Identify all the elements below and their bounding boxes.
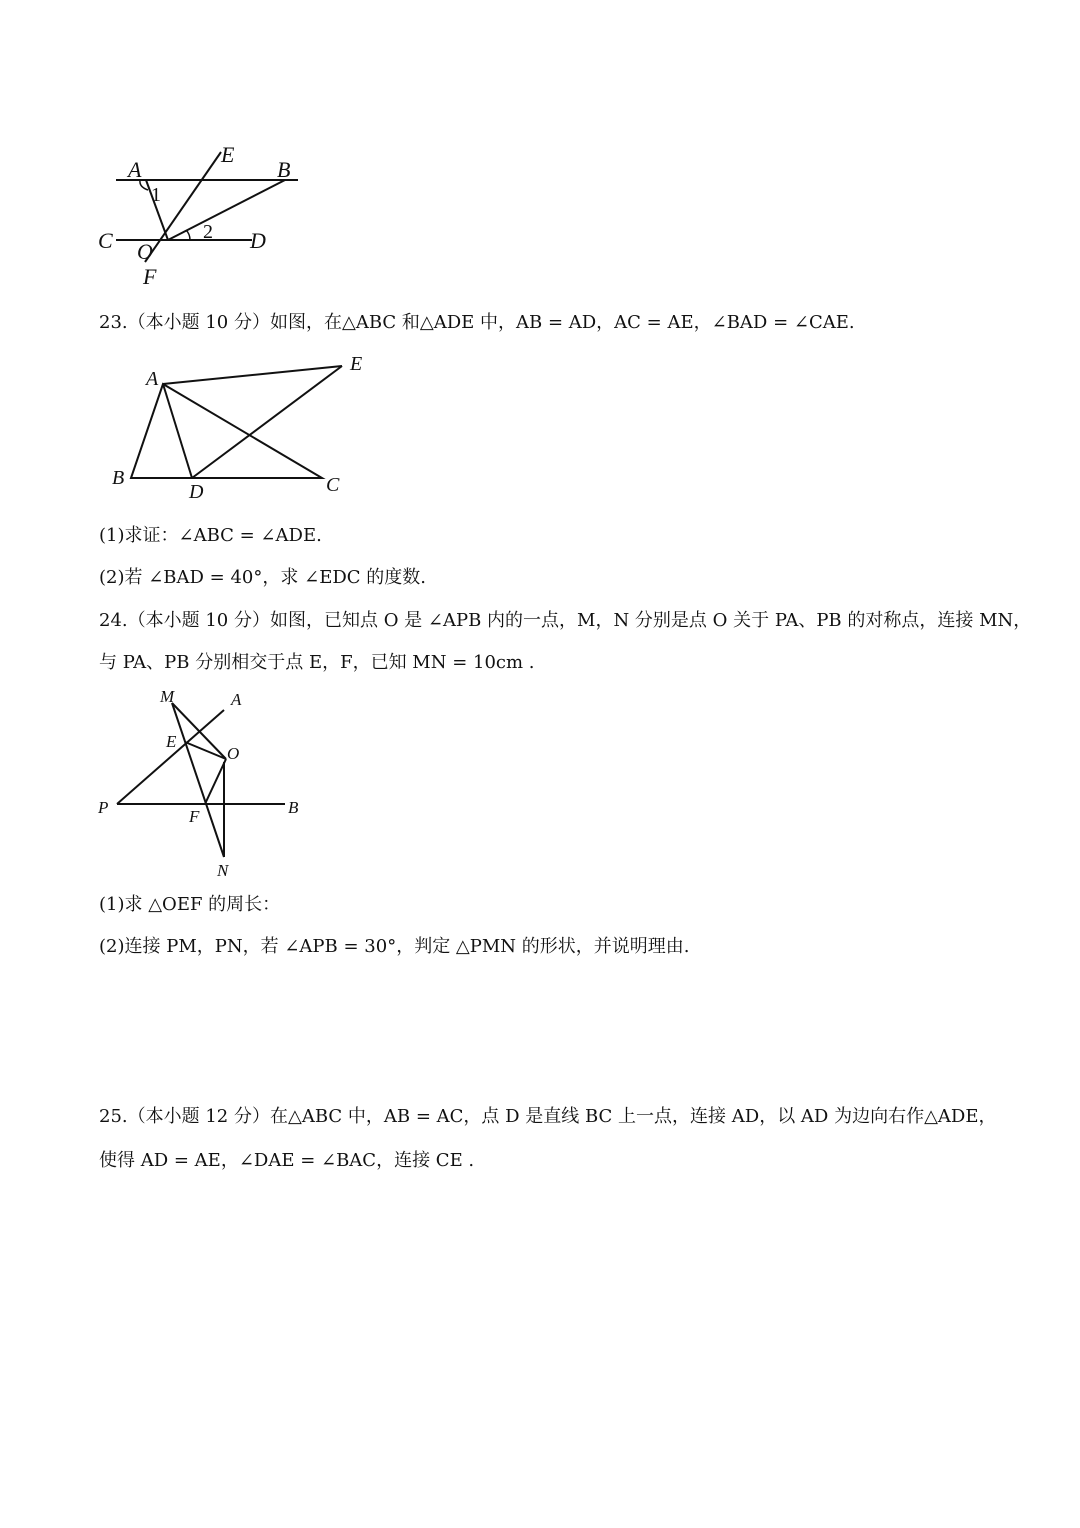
label-D: D	[250, 228, 266, 253]
q24-statement-line2: 与 PA、PB 分别相交于点 E，F，已知 MN = 10cm .	[99, 652, 535, 673]
label-B: B	[277, 157, 291, 182]
q24-part1: (1)求 △OEF 的周长：	[99, 894, 281, 915]
figure-q23-triangles	[105, 345, 375, 505]
label-O: O	[137, 239, 153, 264]
q24-statement-line1: 24.（本小题 10 分）如图，已知点 O 是 ∠APB 内的一点，M，N 分别是点 O 关于 PA、PB 的对称点，连接 MN，	[99, 610, 1032, 631]
figure-q24-angle	[95, 683, 310, 883]
label-M: M	[160, 687, 175, 706]
label-E: E	[166, 732, 177, 751]
label-B: B	[112, 467, 125, 489]
label-D: D	[189, 481, 204, 503]
label-B: B	[288, 798, 299, 817]
label-A: A	[146, 368, 159, 390]
q25-statement-line2: 使得 AD = AE，∠DAE = ∠BAC，连接 CE .	[99, 1150, 475, 1171]
q25-statement-line1: 25.（本小题 12 分）在△ABC 中，AB = AC，点 D 是直线 BC 上一点，连接 AD，以 AD 为边向右作△ADE，	[99, 1106, 997, 1127]
label-O: O	[227, 744, 240, 763]
label-A: A	[231, 690, 242, 709]
label-F: F	[143, 264, 157, 289]
label-P: P	[98, 798, 109, 817]
label-C: C	[98, 228, 113, 253]
label-C: C	[326, 474, 340, 496]
label-A: A	[128, 157, 142, 182]
label-angle-2: 2	[203, 221, 213, 243]
label-F: F	[189, 807, 200, 826]
q23-part2: (2)若 ∠BAD = 40°，求 ∠EDC 的度数.	[99, 567, 426, 588]
q23-part1: (1)求证：∠ABC = ∠ADE.	[99, 525, 322, 546]
figure-parallel-lines	[90, 135, 320, 295]
label-E: E	[350, 353, 363, 375]
q23-statement: 23.（本小题 10 分）如图，在△ABC 和△ADE 中，AB = AD，AC = AE，∠BAD = ∠CAE.	[99, 312, 855, 333]
label-N: N	[217, 861, 229, 880]
label-E: E	[221, 142, 235, 167]
label-angle-1: 1	[151, 184, 161, 206]
q24-part2: (2)连接 PM，PN，若 ∠APB = 30°，判定 △PMN 的形状，并说明理由.	[99, 936, 690, 957]
